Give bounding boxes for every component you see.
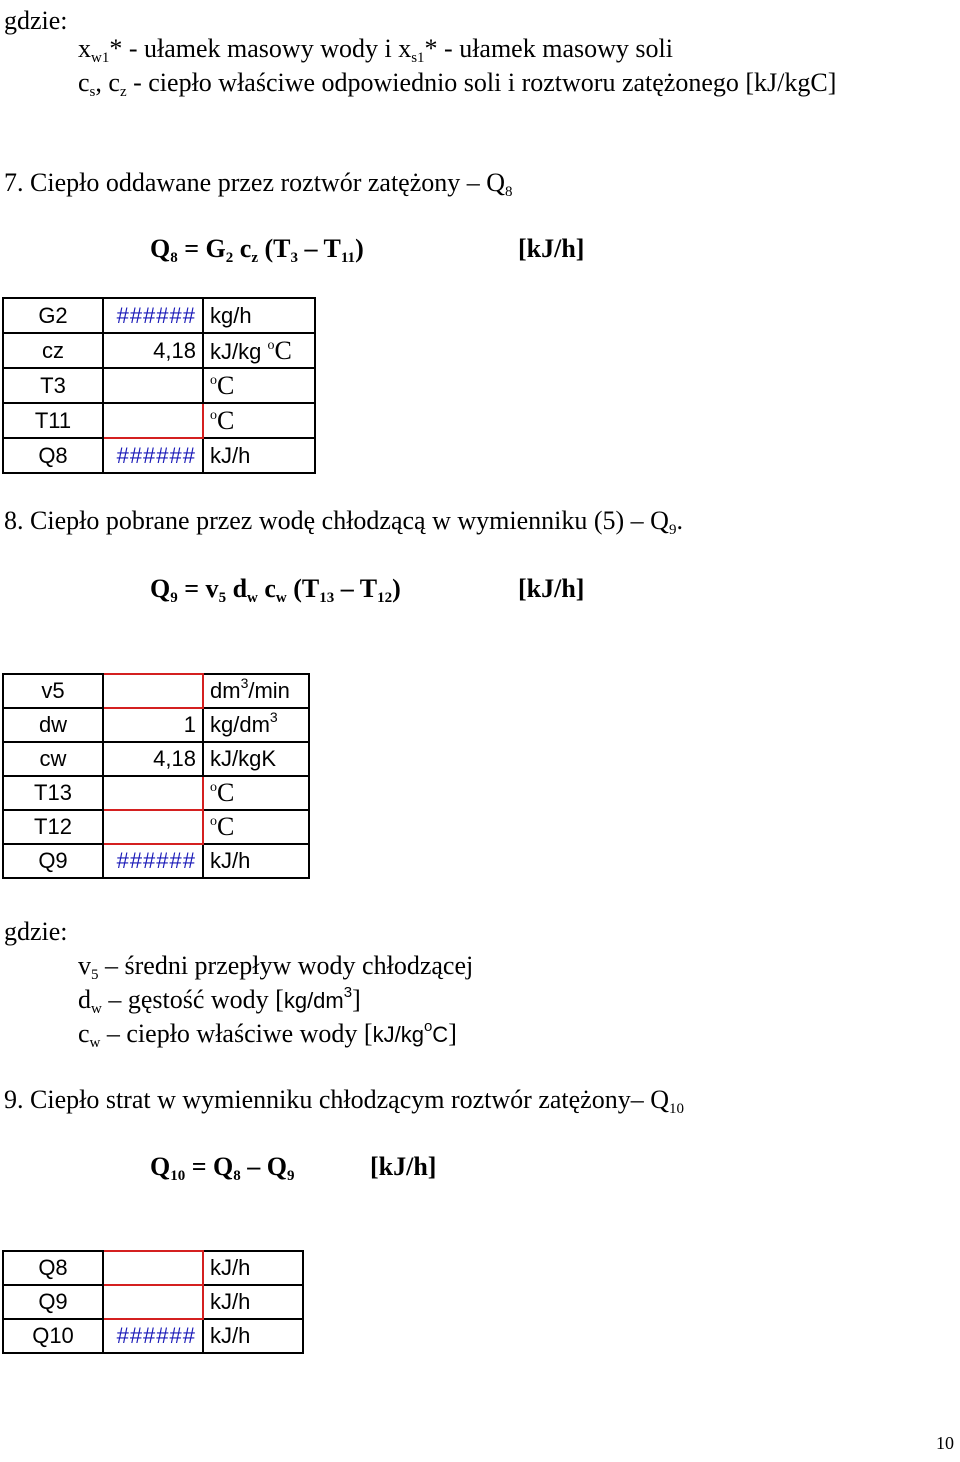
section8-table (2, 673, 310, 879)
table-row (3, 844, 309, 878)
section7-title: 7. Ciepło oddawane przez roztwór zatężony – $Q_8$ (4, 168, 513, 200)
section9-table (2, 1250, 304, 1354)
row-label: v5 (3, 674, 103, 708)
unit-cell: $dm^3/\min$ (203, 674, 309, 708)
table-row (3, 776, 309, 810)
row-label: T12 (3, 810, 103, 844)
value-cell (103, 368, 203, 403)
definition-specific-heats: $c_s$, $c_z$ - ciepło właściwe odpowiednio soli i roztworu zatężonego [kJ/kgC] (78, 68, 837, 100)
section9-title: 9. Ciepło strat w wymienniku chłodzącym roztwór zatężony– $Q_{10}$ (4, 1085, 684, 1117)
value-cell: ###### (103, 438, 203, 473)
unit-cell: kg/h (203, 298, 315, 333)
section9-unit: [kJ/h] (370, 1152, 437, 1181)
value-input-cell[interactable] (103, 1285, 203, 1319)
definition-v5: $v_5$ – średni przepływ wody chłodzącej (78, 951, 474, 983)
row-label: G2 (3, 298, 103, 333)
table-row (3, 810, 309, 844)
unit-cell: $^o$C (203, 776, 309, 810)
unit-cell: kJ/h (203, 1319, 303, 1353)
unit-cell: $^o$C (203, 368, 315, 403)
section9-equation: $Q_{10} = Q_8 - Q_9$ (150, 1152, 295, 1184)
value-cell: ###### (103, 844, 203, 878)
row-label: dw (3, 708, 103, 742)
value-input-cell[interactable] (103, 403, 203, 438)
table-row (3, 708, 309, 742)
value-cell: 4,18 (103, 333, 203, 368)
unit-cell: kJ/h (203, 438, 315, 473)
row-label: Q9 (3, 1285, 103, 1319)
section7-equation: $Q_8 = G_2$ $c_z$ $(T_3 - T_{11})$ (150, 234, 364, 266)
row-label: Q10 (3, 1319, 103, 1353)
section7-unit: [kJ/h] (518, 234, 585, 263)
table-row (3, 1251, 303, 1285)
unit-cell: $^o$C (203, 810, 309, 844)
gdzie-label-top: gdzie: (4, 6, 68, 35)
page-number: 10 (936, 1433, 954, 1453)
value-cell: ###### (103, 1319, 203, 1353)
value-cell: 4,18 (103, 742, 203, 776)
unit-cell: kJ/h (203, 844, 309, 878)
unit-cell: $kg/dm^3$ (203, 708, 309, 742)
row-label: cw (3, 742, 103, 776)
value-input-cell[interactable] (103, 810, 203, 844)
table-row (3, 1285, 303, 1319)
row-label: cz (3, 333, 103, 368)
section7-table (2, 297, 316, 474)
table-row (3, 742, 309, 776)
table-row (3, 674, 309, 708)
row-label: Q9 (3, 844, 103, 878)
unit-cell: kJ/h (203, 1251, 303, 1285)
row-label: Q8 (3, 438, 103, 473)
row-label: T13 (3, 776, 103, 810)
unit-cell: kJ/h (203, 1285, 303, 1319)
table-row (3, 368, 315, 403)
gdzie-label-section8: gdzie: (4, 917, 68, 946)
table-row (3, 1319, 303, 1353)
row-label: T11 (3, 403, 103, 438)
table-row (3, 438, 315, 473)
definition-mass-fractions: $x_{w1}*$ - ułamek masowy wody i $x_{s1}*$ - ułamek masowy soli (78, 34, 673, 66)
section8-unit: [kJ/h] (518, 574, 585, 603)
value-input-cell[interactable] (103, 1251, 203, 1285)
value-cell: 1 (103, 708, 203, 742)
value-input-cell[interactable] (103, 674, 203, 708)
value-cell: ###### (103, 298, 203, 333)
section8-equation: $Q_9 = v_5$ $d_w$ $c_w$ $(T_{13} - T_{12})$ (150, 574, 401, 606)
definition-cw: $c_w$ – ciepło właściwe wody $[kJ/kg^oC]$ (78, 1018, 457, 1051)
row-label: Q8 (3, 1251, 103, 1285)
table-row (3, 403, 315, 438)
definition-dw: $d_w$ – gęstość wody $[kg/dm^3]$ (78, 984, 361, 1017)
table-row (3, 298, 315, 333)
row-label: T3 (3, 368, 103, 403)
unit-cell: kJ/kgK (203, 742, 309, 776)
section8-title: 8. Ciepło pobrane przez wodę chłodzącą w wymienniku $(5) - Q_9$. (4, 506, 683, 538)
value-input-cell[interactable] (103, 776, 203, 810)
unit-cell: kJ/kg $^o$C (203, 333, 315, 368)
unit-cell: $^o$C (203, 403, 315, 438)
table-row (3, 333, 315, 368)
